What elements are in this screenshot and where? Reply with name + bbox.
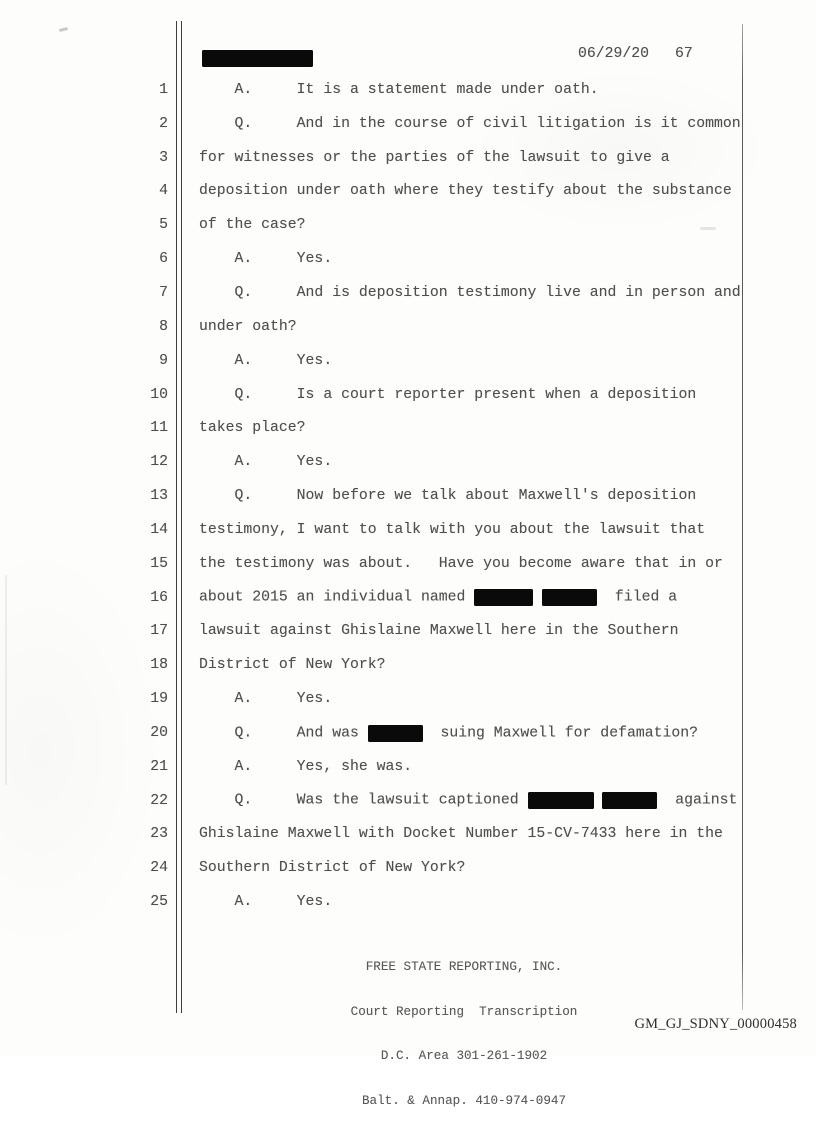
- line-text: District of New York?: [199, 657, 386, 674]
- footer-company: FREE STATE REPORTING, INC.: [365, 959, 563, 974]
- line-text: A. It is a statement made under oath.: [199, 81, 599, 98]
- transcript-line: [0, 818, 816, 852]
- line-text: Q. Is a court reporter present when a deposition: [199, 386, 697, 403]
- line-number: 11: [150, 420, 168, 437]
- line-number: 13: [150, 488, 168, 505]
- line-number: 14: [150, 521, 168, 538]
- line-number: 24: [150, 860, 168, 877]
- inline-redaction-bar: [542, 589, 597, 606]
- line-text: Q. Now before we talk about Maxwell's deposition: [199, 488, 697, 505]
- line-text: Ghislaine Maxwell with Docket Number 15-CV-7433 here in the: [199, 826, 723, 843]
- transcript-line: [0, 581, 816, 615]
- line-text: Q. And is deposition testimony live and in person and: [199, 284, 741, 301]
- transcript-line: [0, 547, 816, 581]
- inline-redaction-bar: [368, 725, 423, 742]
- line-number: 25: [150, 894, 168, 911]
- transcript-line: [0, 310, 816, 344]
- reporter-footer: [351, 930, 578, 1139]
- transcript-line: [0, 73, 816, 107]
- line-number: 18: [150, 657, 168, 674]
- line-text: of the case?: [199, 217, 306, 234]
- transcript-line: [0, 885, 816, 919]
- footer-service: Court Reporting Transcription: [350, 1004, 578, 1019]
- inline-redaction-bar: [528, 792, 594, 809]
- transcript-line: [0, 648, 816, 682]
- line-number: 2: [159, 115, 168, 132]
- header-date-row: [578, 46, 693, 62]
- line-number: 6: [159, 251, 168, 268]
- scan-speck: [59, 27, 68, 32]
- header-date: 06/29/20: [578, 46, 650, 62]
- line-number: 5: [159, 217, 168, 234]
- line-text: A. Yes.: [199, 691, 333, 708]
- footer-phone-balt: Balt. & Annap. 410-974-0947: [361, 1093, 567, 1108]
- line-text: A. Yes.: [199, 454, 333, 471]
- line-text: about 2015 an individual named filed a: [199, 589, 678, 606]
- line-number: 22: [150, 792, 168, 809]
- bates-number: GM_GJ_SDNY_00000458: [634, 1016, 797, 1032]
- line-text: Q. And was suing Maxwell for defamation?: [199, 725, 698, 742]
- line-number: 10: [150, 386, 168, 403]
- header-redaction-bar: [202, 50, 313, 67]
- line-text: A. Yes.: [199, 352, 333, 369]
- line-number: 20: [150, 724, 168, 741]
- line-number: 16: [150, 589, 168, 606]
- transcript-line: [0, 242, 816, 276]
- transcript-line: [0, 445, 816, 479]
- line-number: 19: [150, 691, 168, 708]
- line-text: for witnesses or the parties of the lawsuit to give a: [199, 149, 670, 166]
- transcript-line: [0, 208, 816, 242]
- transcript-line: [0, 378, 816, 412]
- line-text: Southern District of New York?: [199, 860, 466, 877]
- line-text: lawsuit against Ghislaine Maxwell here in the Southern: [199, 623, 679, 640]
- transcript-line: [0, 411, 816, 445]
- line-number: 15: [150, 555, 168, 572]
- transcript-line: [0, 141, 816, 175]
- line-text: deposition under oath where they testify about the substance: [199, 183, 732, 200]
- inline-redaction-bar: [602, 792, 657, 809]
- line-number: 12: [150, 454, 168, 471]
- line-text: A. Yes.: [199, 251, 333, 268]
- transcript-line: [0, 107, 816, 141]
- transcript-line: [0, 851, 816, 885]
- line-number: 1: [159, 81, 168, 98]
- line-text: testimony, I want to talk with you about the lawsuit that: [199, 521, 706, 538]
- inline-redaction-bar: [474, 589, 533, 606]
- line-text: under oath?: [199, 318, 297, 335]
- transcript-line: [0, 479, 816, 513]
- transcript-line: [0, 175, 816, 209]
- line-text: takes place?: [199, 420, 306, 437]
- transcript-line: [0, 682, 816, 716]
- line-number: 7: [159, 284, 168, 301]
- line-number: 3: [159, 149, 168, 166]
- transcript-line: [0, 276, 816, 310]
- line-number: 4: [159, 183, 168, 200]
- transcript-line: [0, 750, 816, 784]
- transcript-line: [0, 344, 816, 378]
- line-text: Q. And in the course of civil litigation is it common: [199, 115, 741, 132]
- line-text: A. Yes, she was.: [199, 758, 413, 775]
- transcript-line: [0, 716, 816, 750]
- line-number: 8: [159, 318, 168, 335]
- header-page-number: 67: [675, 46, 693, 62]
- line-text: Q. Was the lawsuit captioned against: [199, 792, 738, 809]
- transcript-line: [0, 513, 816, 547]
- footer-phone-dc: D.C. Area 301-261-1902: [380, 1049, 548, 1064]
- line-number: 17: [150, 623, 168, 640]
- transcript-line: [0, 784, 816, 818]
- transcript-line: [0, 615, 816, 649]
- line-number: 21: [150, 758, 168, 775]
- line-number: 9: [159, 352, 168, 369]
- line-number: 23: [150, 826, 168, 843]
- line-text: A. Yes.: [199, 894, 333, 911]
- transcript-lines: [0, 73, 816, 919]
- line-text: the testimony was about. Have you become aware that in or: [199, 555, 723, 572]
